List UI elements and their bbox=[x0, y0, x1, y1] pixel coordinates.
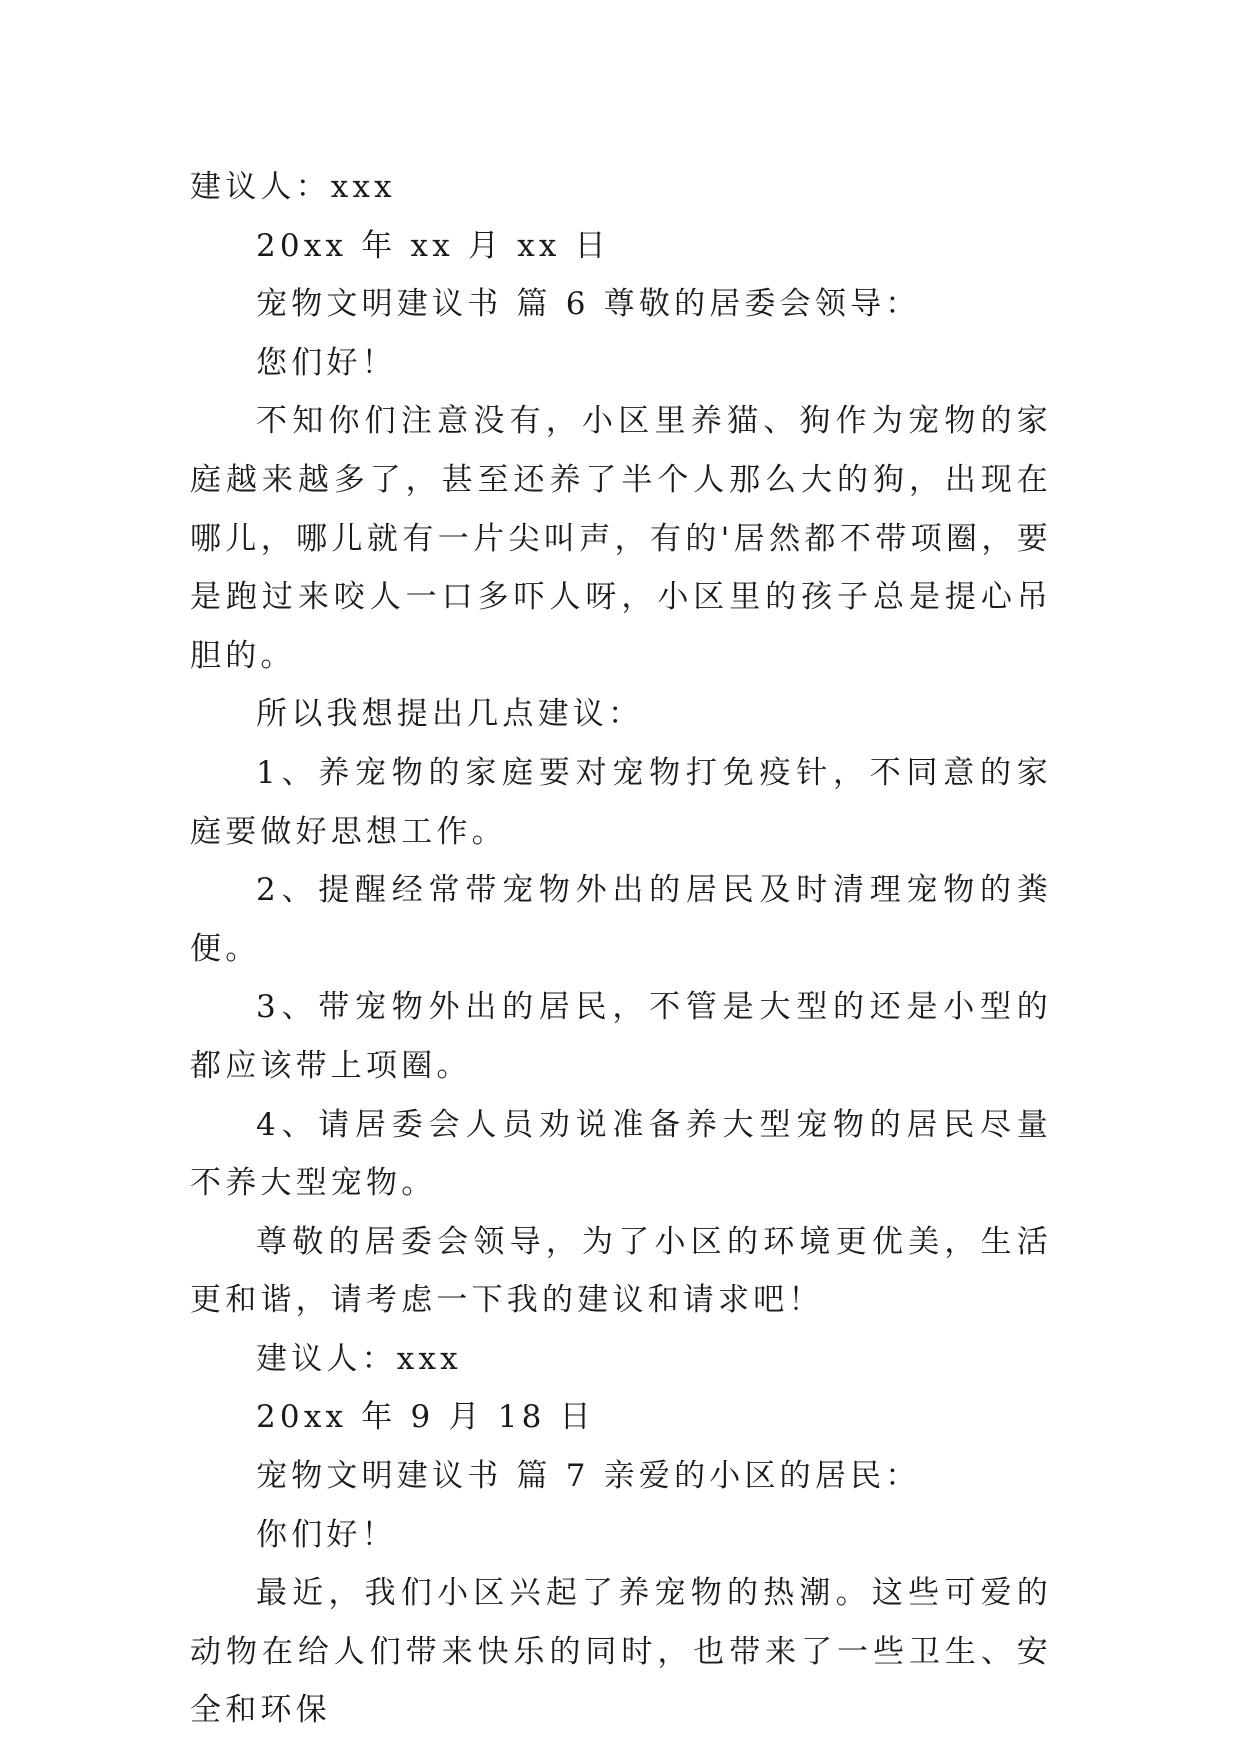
letter-7-heading: 宠物文明建议书 篇 7 亲爱的小区的居民： bbox=[256, 1458, 921, 1495]
suggestion-item-2: 2、提醒经常带宠物外出的居民及时清理宠物的粪便。 bbox=[190, 872, 1052, 967]
signer-line: 建议人：xxx bbox=[190, 169, 396, 205]
suggestion-item-4: 4、请居委会人员劝说准备养大型宠物的居民尽量不养大型宠物。 bbox=[190, 1106, 1052, 1202]
date-line: 20xx 年 9 月 18 日 bbox=[256, 1399, 595, 1436]
suggestion-item-3: 3、带宠物外出的居民，不管是大型的还是小型的都应该带上项圈。 bbox=[190, 989, 1052, 1084]
body-paragraph: 尊敬的居委会领导，为了小区的环境更优美，生活更和谐，请考虑一下我的建议和请求吧！ bbox=[190, 1223, 1052, 1319]
body-paragraph: 所以我想提出几点建议： bbox=[256, 696, 644, 733]
suggestion-item-1: 1、养宠物的家庭要对宠物打免疫针，不同意的家庭要做好思想工作。 bbox=[190, 754, 1052, 850]
greeting-line: 你们好！ bbox=[256, 1516, 397, 1553]
greeting-line: 您们好！ bbox=[256, 344, 397, 381]
date-line: 20xx 年 xx 月 xx 日 bbox=[256, 227, 610, 264]
body-paragraph: 不知你们注意没有，小区里养猫、狗作为宠物的家庭越来越多了，甚至还养了半个人那么大的狗，出现在哪儿，哪儿就有一片尖叫声，有的'居然都不带项圈，要是跑过来咬人一口多吓人呀，小区里的孩子总是提心吊胆的。 bbox=[190, 403, 1052, 674]
signer-line: 建议人：xxx bbox=[256, 1340, 462, 1377]
document-page bbox=[190, 158, 1052, 1740]
letter-6-heading: 宠物文明建议书 篇 6 尊敬的居委会领导： bbox=[256, 286, 921, 323]
body-paragraph: 最近，我们小区兴起了养宠物的热潮。这些可爱的动物在给人们带来快乐的同时，也带来了一些卫生、安全和环保 bbox=[190, 1575, 1052, 1729]
